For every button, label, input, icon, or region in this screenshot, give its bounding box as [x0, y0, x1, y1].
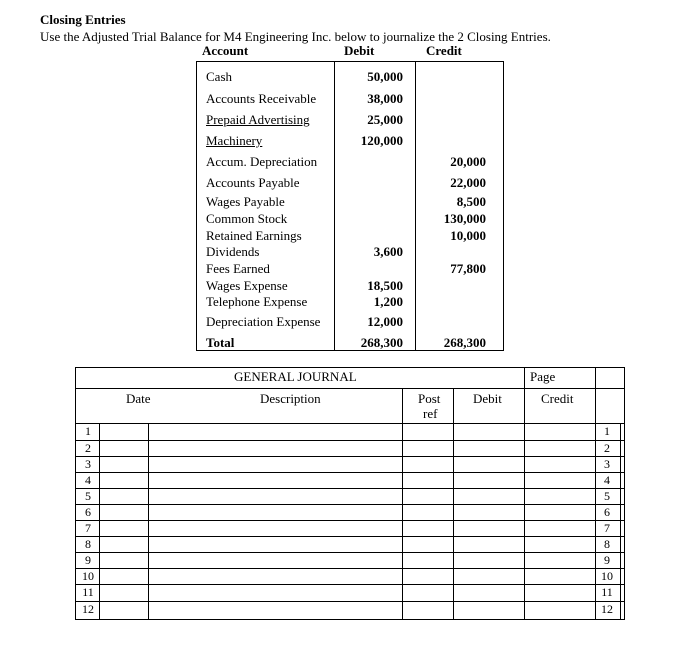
tb-debit-amount: 1,200: [373, 294, 403, 309]
tb-credit-amount: 130,000: [443, 211, 486, 226]
tb-debit-amount: 38,000: [367, 91, 403, 106]
general-journal: [75, 367, 625, 620]
journal-row-line: [76, 456, 624, 457]
line-number-left: 1: [85, 424, 91, 438]
journal-row-line: [76, 536, 624, 537]
tb-credit-amount: 20,000: [450, 154, 486, 169]
credit-col-divider: [524, 368, 525, 619]
line-number-right: 9: [604, 553, 610, 567]
tb-account: Accum. Depreciation: [206, 154, 318, 169]
line-number-left: 3: [85, 457, 91, 471]
tb-account: Wages Expense: [206, 278, 288, 293]
tb-account: Accounts Payable: [206, 175, 300, 190]
tb-credit-amount: 77,800: [450, 261, 486, 276]
debit-col-divider: [453, 388, 454, 619]
line-number-right: 1: [604, 424, 610, 438]
line-number-right: 8: [604, 537, 610, 551]
journal-row-line: [76, 504, 624, 505]
tb-account: Accounts Receivable: [206, 91, 317, 106]
line-number-right: 5: [604, 489, 610, 503]
line-number-right: 12: [601, 602, 613, 616]
instructions: Use the Adjusted Trial Balance for M4 Engineering Inc. below to journalize the 2 Closing Entries.: [40, 29, 551, 44]
tb-credit-amount: 10,000: [450, 228, 486, 243]
tb-account: Common Stock: [206, 211, 288, 226]
line-number-left: 4: [85, 473, 91, 487]
journal-row-line: [76, 472, 624, 473]
journal-page-label: Page: [530, 369, 556, 384]
col-post-ref-line2: ref: [423, 406, 438, 421]
line-number-right: 6: [604, 505, 610, 519]
line-number-right: 11: [601, 585, 613, 599]
line-number-left: 2: [85, 441, 91, 455]
tb-account: Fees Earned: [206, 261, 270, 276]
tb-debit-amount: 50,000: [367, 69, 403, 84]
journal-row-line: [76, 568, 624, 569]
line-number-right: 4: [604, 473, 610, 487]
tb-account: Prepaid Advertising: [206, 112, 310, 127]
tb-header-account: Account: [202, 43, 249, 58]
col-credit: Credit: [541, 391, 574, 406]
line-number-left: 6: [85, 505, 91, 519]
line-number-left: 5: [85, 489, 91, 503]
trial-balance-table: [196, 61, 504, 351]
tb-header-debit: Debit: [344, 43, 375, 58]
col-post-ref-line1: Post: [418, 391, 441, 406]
col-date: Date: [126, 391, 151, 406]
tb-account: Depreciation Expense: [206, 314, 321, 329]
journal-row-line: [76, 601, 624, 602]
date-col-divider: [148, 423, 149, 619]
line-number-left: 12: [82, 602, 94, 616]
right-edge-inner: [620, 423, 621, 619]
tb-debit-amount: 120,000: [360, 133, 403, 148]
journal-row-line: [76, 440, 624, 441]
tb-debit-amount: 3,600: [373, 244, 403, 259]
line-number-left: 11: [82, 585, 94, 599]
tb-credit-amount: 22,000: [450, 175, 486, 190]
journal-title: GENERAL JOURNAL: [234, 369, 357, 384]
heading: Closing Entries: [40, 12, 126, 27]
tb-total-debit: 268,300: [360, 335, 403, 350]
line-number-left: 9: [85, 553, 91, 567]
col-debit: Debit: [473, 391, 502, 406]
tb-account: Retained Earnings: [206, 228, 302, 243]
tb-debit-amount: 12,000: [367, 314, 403, 329]
tb-account: Machinery: [206, 133, 263, 148]
tb-divider-credit: [415, 62, 416, 350]
line-number-right: 3: [604, 457, 610, 471]
tb-total-label: Total: [206, 335, 235, 350]
line-number-col-right: [595, 368, 596, 619]
tb-header-credit: Credit: [426, 43, 462, 58]
tb-divider-debit: [334, 62, 335, 350]
journal-row-line: [76, 488, 624, 489]
line-number-left: 8: [85, 537, 91, 551]
tb-account: Cash: [206, 69, 232, 84]
header-divider: [76, 388, 624, 389]
journal-row-line: [76, 520, 624, 521]
tb-account: Telephone Expense: [206, 294, 308, 309]
line-number-col-left: [99, 423, 100, 619]
line-number-right: 7: [604, 521, 610, 535]
tb-credit-amount: 8,500: [456, 194, 486, 209]
journal-row-line: [76, 552, 624, 553]
tb-account: Wages Payable: [206, 194, 285, 209]
tb-account: Dividends: [206, 244, 260, 259]
col-description: Description: [260, 391, 321, 406]
post-ref-col-divider: [402, 388, 403, 619]
journal-row-line: [76, 584, 624, 585]
line-number-left: 7: [85, 521, 91, 535]
line-number-right: 10: [601, 569, 613, 583]
line-number-right: 2: [604, 441, 610, 455]
tb-debit-amount: 18,500: [367, 278, 403, 293]
line-number-left: 10: [82, 569, 94, 583]
header-bottom-line: [76, 423, 624, 424]
tb-total-credit: 268,300: [443, 335, 486, 350]
tb-debit-amount: 25,000: [367, 112, 403, 127]
